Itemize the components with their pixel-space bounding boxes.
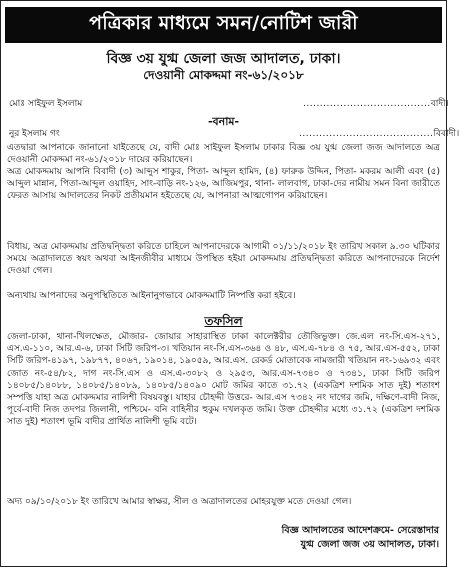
plaintiff-role: [303, 96, 449, 111]
notice-title-bar: [5, 7, 442, 43]
plaintiff-dots: ......................................: [303, 99, 431, 109]
case-number: দেওয়ানী মোকদ্দমা নং-৬১/২০১৮: [143, 68, 304, 82]
defendant-role: [299, 126, 459, 141]
default-paragraph: অন্যথায় আপনাদের অনুপস্থিতিতে আইনানুগভাবে মোকদ্দমাটি নিষ্পত্তি করা হইবে।: [7, 291, 296, 301]
schedule-text: জেলা-ঢাকা, থানা-খিলক্ষেত, মৌজার- জোয়ার সাহারাস্থিত ঢাকা কালেক্টরীর তৌজিভুক্ত। জে.এল নং-সি.এস-২৭১, এস.এ-১১০, আর.এ-৬, ঢাকা সিটি জরিপ-৩। খতিয়ান নং-সি.এস-৩৬৪ ও ৪৮, এস.এ-৭৮৪ ও ৭৫, আর.এস-৫৫২, ঢাকা সিটি জরিপ-৪১৯৭, ১৯৮৭৭, ৪০৬৭, ১৯০১৪, ১৯০৫৯, আর.এস. রেকর্ড মোতাবেক নামজারী খতিয়ান নং-১৬৯৩২ এবং জোত নং-৫৪/৮২, দাগ নং-সি.এস ও এস.এ-৩০৮২ ও ২৯৫৩, আর.এস-৭৩৪০ ও ৭৩৪১, ঢাকা সিটি জরিপ ১৪০৮৫/১৪০৮৮, ১৪০৮৫/১৪০৮৯, ১৪০৮৫/১৪০৯০ মোট জমির কাতে ৩১.৭২ (একত্রিশ দশমিক সাত দুই) শতাংশ সম্পত্তি যাহা অত্র মোকদ্দমার নালিশী বিষয়বস্তু। যাহার চৌহদ্দী উত্তরে- আর.এস ৭৩৪২ নং দাগের জমি, দক্ষিণে-বাদী নিজ, পূর্বে-বাদী নিজ তদপর জিলানী, পশ্চিমে- বনি বাহিনীর হুকুম দখলকৃত জমি। উক্ত চৌহদ্দীর মধ্যে ৩১.৭২ (একত্রিশ দশমিক সাত দুই) শতাংশ ভূমি বাদীর প্রার্থিত নালিশী ভূমি বটে।: [7, 332, 440, 428]
top-strip: [1, 1, 446, 5]
plaintiff-name: মোঃ সাইফুল ইসলাম: [9, 99, 83, 109]
defendant-label: বিবাদী।: [433, 129, 459, 139]
defendant-dots: ........................................: [299, 129, 434, 139]
plaintiff-label: বাদী।: [430, 99, 449, 109]
court-name: বিজ্ঞ ৩য় যুগ্ম জেলা জজ আদালত, ঢাকা।: [106, 51, 341, 67]
notice-title: পত্রিকার মাধ্যমে সমন/নোটিশ জারী: [89, 12, 358, 34]
defendants-paragraph: অত্র মোকদ্দমায় আপনি বিবাদী (৩) আব্দুস শাকুর, পিতা- আব্দুল হামিদ, (৪) ফারুক উদ্দিন, পিতা- মকরম আলী এবং (৫) আব্দুল মান্নান, পিতা-আব্দুল ওয়াহিদ, সাং-বাড়ি নং-১২৬, আজিমপুর, থানা- লালবাগ, ঢাকা-দের নামীয় সমন বিনা জারীতে ফেরত আসায় আদালতের নিকট প্রতীয়মান হইতেছে যে, আপনারা আত্মগোপন করিয়াছেন।: [7, 167, 440, 202]
signature-block: [169, 524, 439, 552]
schedule-heading: তফসিল: [204, 314, 243, 328]
defendant-name: নুর ইসলাম গং: [9, 129, 60, 139]
closing-text: অদ্য ০৯/১০/২০১৮ ইং তারিখে আমার স্বাক্ষর, সীল ও অত্রাদালতের মোহরযুক্ত মতে দেওয়া গেল।: [7, 497, 352, 507]
intro-paragraph: এতদ্বারা আপনাকে জানানো যাইতেছে যে, বাদী মোঃ সাইফুল ইসলাম ঢাকার বিজ্ঞ ৩য় যুগ্ম জেলা জজ আদালতে অত্র দেওয়ানী মোকদ্দমা নং-৬১/২০১৮ দায়ের করিয়াছেন।: [7, 143, 440, 166]
versus-label: -বনাম-: [207, 115, 240, 128]
appearance-paragraph: বিধায়, অত্র মোকদ্দমায় প্রতিদ্বন্দ্বিতা করিতে চাহিলে আপনাদেরকে আগামী ০১/১১/২০১৮ ইং তারিখ সকাল ৯.৩০ ঘটিকার সময়ে অত্রাদালতে স্বয়ং অথবা আইনজীবীর মাধ্যমে উপস্থিত হইয়া মোকদ্দমায় প্রতিদ্বন্দ্বিতা করিতে আপনাদেরকে নির্দেশ দেওয়া গেল।: [7, 242, 440, 277]
signature-line-2: যুগ্ম জেলা জজ ৩য় আদালত, ঢাকা।: [300, 539, 439, 550]
signature-line-1: বিজ্ঞ আদালতের আদেশক্রমে- সেরেস্তাদার: [281, 525, 439, 536]
